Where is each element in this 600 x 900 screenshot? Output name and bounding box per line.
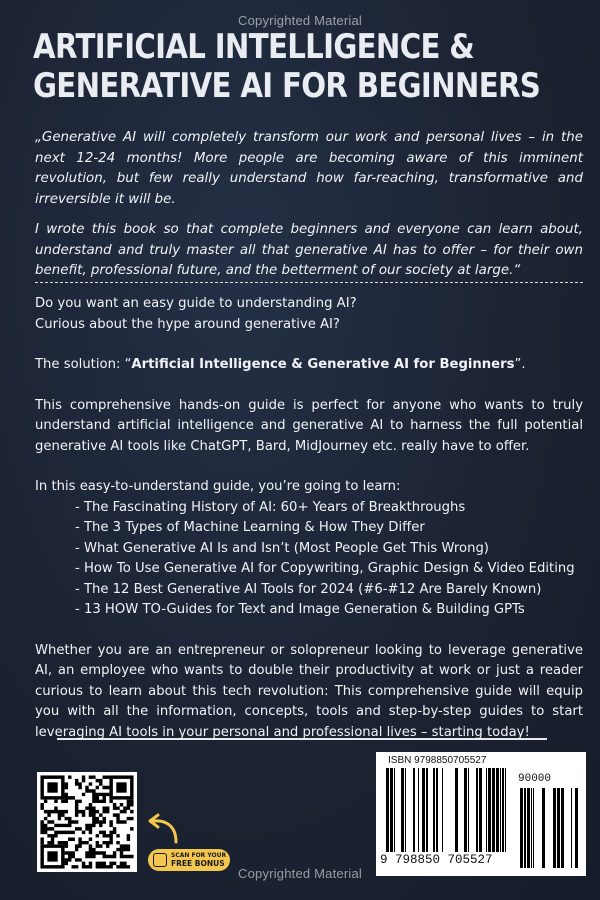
barcode-digits: 9 798850 705527 xyxy=(380,853,493,867)
solution-line xyxy=(35,355,583,376)
blurb xyxy=(35,294,583,743)
learn-intro: In this easy-to-understand guide, you’re going to learn: xyxy=(35,479,401,494)
list-item: - 13 HOW TO-Guides for Text and Image Generation & Building GPTs xyxy=(75,602,525,617)
question-1: Do you want an easy guide to understanding AI? xyxy=(35,296,357,311)
list-item: - The 3 Types of Machine Learning & How They Differ xyxy=(75,520,425,535)
dashed-divider xyxy=(35,282,583,283)
qr-code[interactable] xyxy=(37,772,137,872)
bonus-line-2: FREE BONUS xyxy=(171,859,225,868)
title-line-2: GENERATIVE AI FOR BEGINNERS xyxy=(33,66,541,106)
book-title xyxy=(33,27,541,106)
isbn-barcode xyxy=(376,752,586,876)
watermark-bottom: Copyrighted Material xyxy=(238,866,362,881)
list-item: - The 12 Best Generative AI Tools for 2024 (#6-#12 Are Barely Known) xyxy=(75,581,542,597)
quote-paragraph-2: I wrote this book so that complete beginners and everyone can learn about, understand and truly master all that generative AI has to offer – for their own benefit, professional future, and the betterment of our society at large.“ xyxy=(35,222,583,278)
solution-title: Artificial Intelligence & Generative AI for Beginners xyxy=(131,357,515,372)
learning-list xyxy=(35,498,583,621)
bonus-line-1: SCAN FOR YOUR xyxy=(171,852,227,859)
solution-prefix: The solution: “ xyxy=(35,357,132,372)
question-2: Curious about the hype around generative AI? xyxy=(35,316,340,332)
list-item: - What Generative AI Is and Isn’t (Most People Get This Wrong) xyxy=(75,540,489,556)
list-item: - The Fascinating History of AI: 60+ Years of Breakthroughs xyxy=(75,499,466,515)
qr-scan-icon xyxy=(153,853,167,867)
quote-paragraph-1: „Generative AI will completely transform our work and personal lives – in the next 12-24 months! More people are becoming aware of this imminent revolution, but few really understand how far-reaching, transformative and irreversible it will be. xyxy=(35,130,583,207)
curved-arrow-icon xyxy=(146,812,182,844)
isbn-label: ISBN 9798850705527 xyxy=(388,755,487,766)
price-code: 90000 xyxy=(518,773,552,785)
closing-paragraph: Whether you are an entrepreneur or solopreneur looking to leverage generative AI, an employee who wants to double their productivity at work or just a reader curious to learn about this tech revolution: This comprehensive guide will equip you with all the information, concepts, tools and step-by-step guides to start leveraging AI tools in your personal and professional lives – starting today! xyxy=(35,642,583,740)
watermark-top: Copyrighted Material xyxy=(238,13,362,28)
solution-suffix: ”. xyxy=(514,357,526,372)
title-line-1: ARTIFICIAL INTELLIGENCE & xyxy=(33,27,475,67)
qr-code-graphic xyxy=(37,772,137,872)
author-quote xyxy=(35,128,583,292)
description-paragraph: This comprehensive hands-on guide is perfect for anyone who wants to truly understand artificial intelligence and generative AI to harness the full potential generative AI tools like ChatGPT, Bard, MidJourney etc. really have to offer. xyxy=(35,397,583,454)
solid-divider xyxy=(57,738,547,740)
list-item: - How To Use Generative AI for Copywriting, Graphic Design & Video Editing xyxy=(75,561,575,576)
